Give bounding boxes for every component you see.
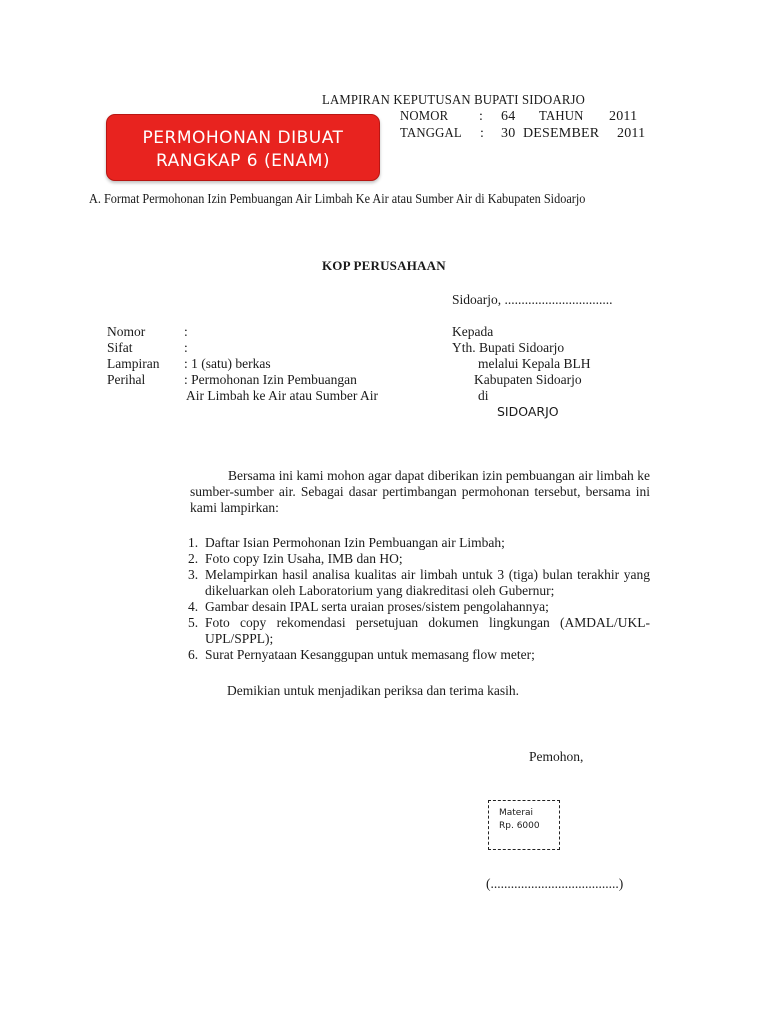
recipient-yth: Yth. Bupati Sidoarjo [452, 340, 565, 355]
recipient-city: SIDOARJO [497, 404, 559, 419]
meta-lampiran-label: Lampiran [107, 356, 160, 371]
decree-tahun-label: TAHUN [539, 109, 584, 124]
decree-tanggal-line [400, 126, 644, 142]
decree-nomor-value: 64 [501, 109, 516, 124]
list-item: 2. Foto copy Izin Usaha, IMB dan HO; [188, 551, 403, 566]
meta-perihal-value-1: : Permohonan Izin Pembuangan [184, 372, 357, 387]
list-item: 6. Surat Pernyataan Kesanggupan untuk memasang flow meter; [188, 647, 535, 662]
list-item: 4. Gambar desain IPAL serta uraian proses/sistem pengolahannya; [188, 599, 549, 614]
meta-lampiran-value: : 1 (satu) berkas [184, 356, 271, 371]
meta-nomor-label: Nomor [107, 324, 146, 339]
decree-title: LAMPIRAN KEPUTUSAN BUPATI SIDOARJO [322, 93, 586, 108]
decree-tanggal-sep: : [480, 126, 485, 141]
stamp-line-1: PERMOHONAN DIBUAT [142, 128, 344, 148]
materai-box [488, 800, 560, 850]
meta-nomor-value: : [184, 324, 188, 339]
recipient-kabupaten: Kabupaten Sidoarjo [474, 372, 582, 387]
decree-tanggal-year: 2011 [617, 126, 646, 141]
pemohon-label: Pemohon, [529, 749, 584, 764]
decree-tanggal-month: DESEMBER [523, 126, 600, 141]
kop-perusahaan: KOP PERUSAHAAN [322, 258, 446, 273]
copies-stamp [106, 114, 380, 181]
recipient-melalui: melalui Kepala BLH [478, 356, 591, 371]
recipient-di: di [478, 388, 489, 403]
meta-perihal-label: Perihal [107, 372, 146, 387]
signature-line: (......................................) [486, 876, 624, 891]
intro-paragraph: Bersama ini kami mohon agar dapat diberikan izin pembuangan air limbah ke sumber-sumber air. Sebagai dasar pertimbangan permohonan tersebut, bersama ini kami lampirkan: [190, 468, 650, 515]
recipient-kepada: Kepada [452, 324, 494, 339]
decree-nomor-label: NOMOR [400, 109, 449, 124]
place-date: Sidoarjo, ................................ [452, 292, 613, 307]
decree-nomor-sep: : [479, 109, 484, 124]
stamp-line-2: RANGKAP 6 (ENAM) [155, 151, 330, 171]
decree-tahun-value: 2011 [609, 109, 638, 124]
decree-tanggal-label: TANGGAL [400, 126, 462, 141]
closing-text: Demikian untuk menjadikan periksa dan terima kasih. [227, 683, 520, 698]
attachment-list [188, 535, 650, 663]
materai-line-1: Materai [499, 808, 534, 818]
decree-tanggal-day: 30 [501, 126, 516, 141]
meta-sifat-value: : [184, 340, 188, 355]
list-item: 5. Foto copy rekomendasi persetujuan dokumen lingkungan (AMDAL/UKL-UPL/SPPL); [188, 615, 650, 646]
meta-perihal-value-2: Air Limbah ke Air atau Sumber Air [186, 388, 378, 403]
list-item: 1. Daftar Isian Permohonan Izin Pembuangan air Limbah; [188, 535, 505, 550]
section-heading: A. Format Permohonan Izin Pembuangan Air Limbah Ke Air atau Sumber Air di Kabupaten Sidoarjo [89, 192, 586, 207]
materai-line-2: Rp. 6000 [499, 821, 540, 831]
list-item: 3. Melampirkan hasil analisa kualitas air limbah untuk 3 (tiga) bulan terakhir yang dikeluarkan oleh Laboratorium yang diakreditasi oleh Gubernur; [188, 567, 650, 598]
meta-sifat-label: Sifat [107, 340, 133, 355]
